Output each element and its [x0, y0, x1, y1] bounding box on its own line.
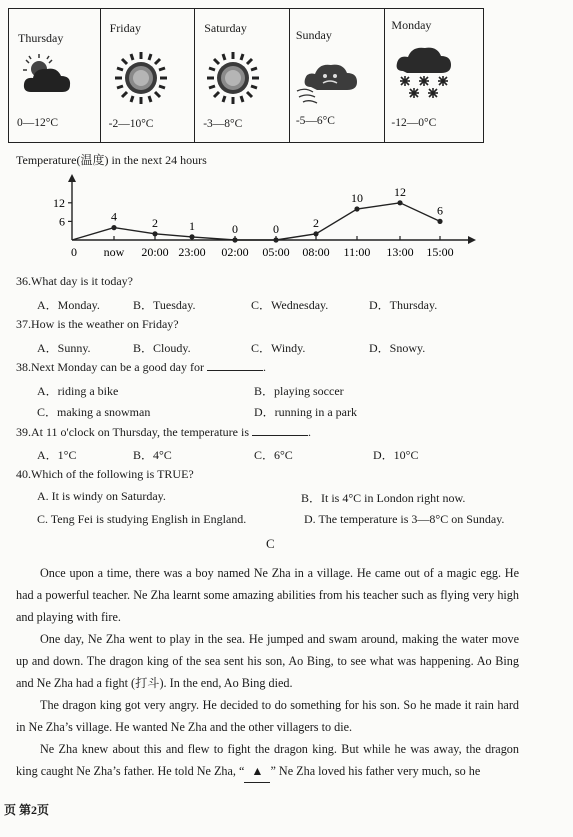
q39-option-d[interactable]: D．10°C: [373, 448, 419, 462]
question-punct: .: [308, 425, 311, 439]
y-axis-arrow-icon: [68, 174, 76, 182]
data-label: 12: [394, 184, 406, 199]
x-tick-label: 11:00: [343, 245, 371, 259]
q37-option-c[interactable]: C．Windy.: [251, 341, 306, 355]
data-label: 0: [273, 222, 279, 236]
question-37: 37.How is the weather on Friday?: [16, 317, 179, 331]
q37-option-a[interactable]: A．Sunny.: [37, 341, 91, 355]
weather-day: Sunday: [295, 28, 332, 42]
q36-option-a[interactable]: A．Monday.: [37, 298, 100, 312]
q36-option-d[interactable]: D．Thursday.: [369, 298, 438, 312]
q40-option-d[interactable]: D. The temperature is 3—8°C on Sunday.: [304, 512, 505, 526]
weather-cell-sunday: [290, 9, 386, 142]
weather-cell-friday: [101, 9, 196, 142]
question-text: 39.At 11 o'clock on Thursday, the temperature is: [16, 425, 249, 439]
data-point: [111, 225, 116, 230]
q38-option-c[interactable]: C．making a snowman: [37, 405, 151, 419]
series-line: [72, 203, 440, 240]
weather-temp: -3—8°C: [203, 118, 243, 130]
section-label: C: [266, 536, 275, 551]
blank-marker-icon: ▲: [251, 764, 264, 778]
q37-option-d[interactable]: D．Snowy.: [369, 341, 426, 355]
q38-option-a[interactable]: A．riding a bike: [37, 384, 119, 398]
question-36: 36.What day is it today?: [16, 274, 133, 288]
weather-temp: -5—6°C: [295, 115, 335, 127]
x-tick-label: 02:00: [221, 245, 249, 259]
data-point: [232, 237, 237, 242]
answer-blank[interactable]: [252, 425, 308, 436]
q37-option-b[interactable]: B．Cloudy.: [133, 341, 191, 355]
data-point: [152, 231, 157, 236]
data-point: [354, 206, 359, 211]
q39-option-c[interactable]: C．6°C: [254, 448, 293, 462]
weather-temp: 0—12°C: [17, 117, 59, 129]
data-label: 4: [111, 209, 117, 224]
question-39: [16, 425, 311, 440]
paragraph-text: ” Ne Zha loved his father very much, so he: [270, 764, 481, 778]
sun-icon: [114, 51, 168, 105]
y-tick-label: 6: [59, 214, 65, 229]
x-tick-label: 23:00: [178, 245, 206, 259]
data-label: 0: [232, 222, 238, 236]
weather-cell-monday: [385, 9, 483, 142]
data-label: 2: [152, 215, 158, 230]
x-tick-label: 15:00: [426, 245, 454, 259]
data-point: [273, 237, 278, 242]
q39-option-b[interactable]: B．4°C: [133, 448, 172, 462]
data-point: [189, 234, 194, 239]
data-label: 2: [313, 215, 319, 230]
answer-blank[interactable]: [244, 760, 270, 783]
q38-option-d[interactable]: D．running in a park: [254, 405, 357, 419]
page-footer: 页 第2页: [4, 803, 50, 817]
q36-option-b[interactable]: B．Tuesday.: [133, 298, 196, 312]
x-axis-arrow-icon: [468, 236, 476, 244]
passage-paragraph: Once upon a time, there was a boy named Ne Zha in a village. He came out of a magic egg. He had a powerful teacher. Ne Zha learnt some amazing abilities from his teacher such as flying very high and playing with fire.: [16, 566, 519, 624]
weather-temp: -2—10°C: [108, 118, 154, 130]
sun-icon: [206, 51, 260, 105]
passage-paragraph: The dragon king got very angry. He decided to do something for his son. So he made it rain hard in Ne Zha’s village. He wanted Ne Zha and the other villagers to die.: [16, 698, 519, 734]
q40-option-b[interactable]: B．It is 4°C in London right now.: [301, 491, 466, 505]
data-point: [397, 200, 402, 205]
data-label: 1: [189, 218, 195, 233]
passage-paragraph: One day, Ne Zha went to play in the sea. He jumped and swam around, making the water move up and down. The dragon king of the sea sent his son, Ao Bing, to see what was happening. Ao Bing and Ne Zha had a fight (打斗). In the end, Ao Bing died.: [16, 632, 519, 690]
weather-day: Friday: [109, 21, 141, 35]
q38-option-b[interactable]: B．playing soccer: [254, 384, 344, 398]
data-label: 6: [437, 203, 443, 218]
question-40: 40.Which of the following is TRUE?: [16, 467, 194, 481]
y-tick-label: 12: [53, 195, 65, 210]
temperature-line-chart: [0, 172, 573, 264]
weather-temp: -12—0°C: [391, 117, 437, 129]
weather-day: Saturday: [204, 21, 247, 35]
question-38: [16, 360, 266, 375]
weather-day: Monday: [391, 18, 432, 32]
q39-option-a[interactable]: A．1°C: [37, 448, 77, 462]
weather-cell-saturday: [195, 9, 290, 142]
data-point: [437, 219, 442, 224]
x-tick-label: 08:00: [302, 245, 330, 259]
paragraph-text: Ne Zha knew about this and flew to fight the dragon king. But while he was away, the dragon king caught Ne Zha’s father. He told Ne Zha, “: [16, 742, 519, 778]
q40-option-c[interactable]: C. Teng Fei is studying English in England.: [37, 512, 247, 526]
question-punct: .: [262, 360, 266, 374]
weather-day: Thursday: [18, 31, 64, 45]
answer-blank[interactable]: [207, 360, 263, 371]
snow-cloud-icon: [393, 43, 455, 99]
x-tick-label: now: [103, 245, 125, 259]
data-point: [313, 231, 318, 236]
weather-table: [8, 8, 484, 143]
x-tick-label: 20:00: [141, 245, 169, 259]
x-origin-label: 0: [71, 245, 77, 259]
question-text: 38.Next Monday can be a good day for: [16, 360, 204, 374]
data-label: 10: [351, 191, 363, 205]
cloudy-sun-icon: [17, 52, 77, 97]
q36-option-c[interactable]: C．Wednesday.: [251, 298, 329, 312]
windy-cloud-icon: [295, 57, 367, 107]
x-tick-label: 05:00: [262, 245, 290, 259]
q40-option-a[interactable]: A. It is windy on Saturday.: [37, 489, 166, 503]
x-tick-label: 13:00: [386, 245, 414, 259]
weather-cell-thursday: [9, 9, 101, 142]
chart-title: Temperature(温度) in the next 24 hours: [16, 153, 207, 167]
passage-paragraph: [16, 738, 519, 783]
